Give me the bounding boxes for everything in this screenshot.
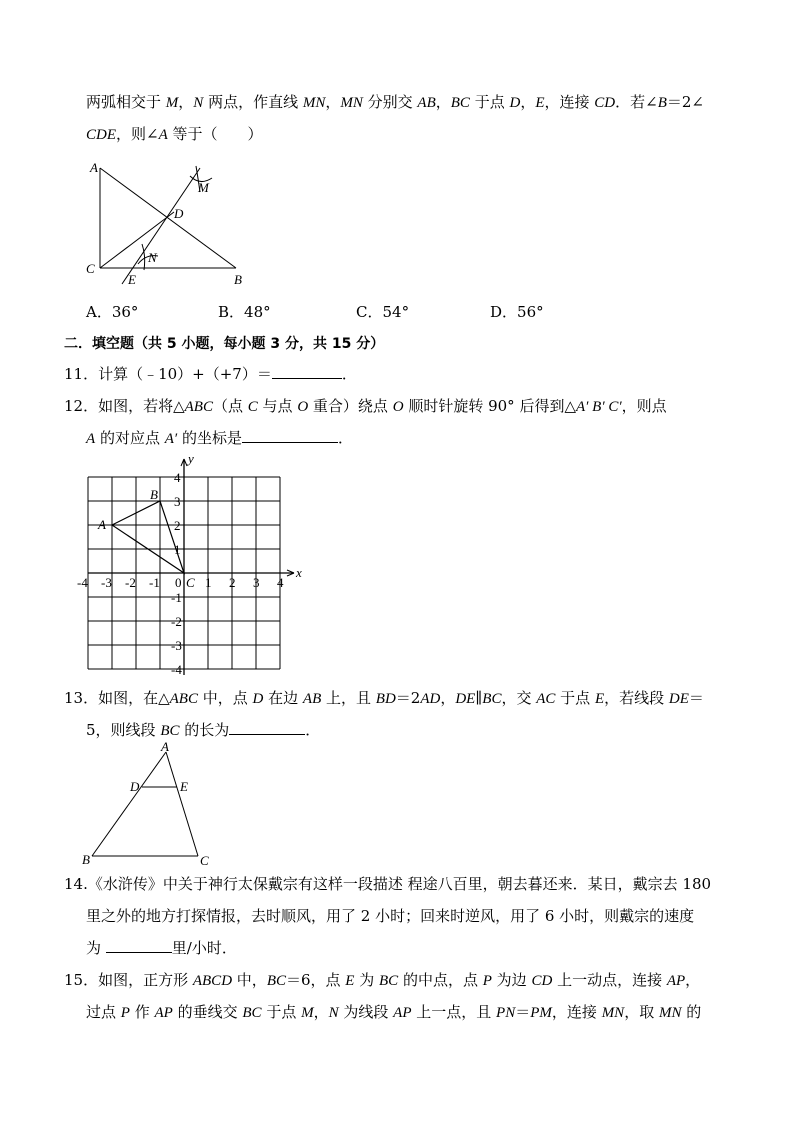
- q13-var: E: [594, 691, 605, 707]
- q15-text: 15．如图，正方形: [64, 971, 193, 989]
- q10-text: 于点: [469, 93, 510, 111]
- q12-text: 12．如图，若将△: [64, 397, 185, 415]
- q10-var: B: [657, 95, 667, 111]
- q13-text: 于点: [555, 689, 595, 707]
- q10-text: ，连接: [544, 93, 595, 111]
- line-mn: [122, 168, 200, 284]
- q13-var: DE: [455, 691, 476, 707]
- q10-text: ＝2∠: [666, 93, 705, 111]
- q12-text: 的对应点: [95, 429, 165, 447]
- y-tick-label: 3: [174, 494, 181, 509]
- q15-text: 的中点，点: [398, 971, 483, 989]
- x-tick-label: 1: [205, 575, 212, 590]
- q10-text: ，: [520, 93, 536, 111]
- q15-var: P: [120, 1005, 130, 1021]
- q15-text: ＝: [515, 1003, 531, 1021]
- label-m: M: [198, 180, 209, 195]
- label-d: D: [174, 206, 184, 221]
- q14-text: 里/小时．: [171, 939, 237, 957]
- x-tick-label: -3: [101, 575, 112, 590]
- q13-answer-blank[interactable]: [229, 720, 305, 735]
- q13-text: ，若线段: [604, 689, 669, 707]
- q15-text: 的垂线交: [172, 1003, 243, 1021]
- q15-text: ，: [313, 1003, 329, 1021]
- x-tick-label: 4: [277, 575, 284, 590]
- y-tick-label: 4: [174, 470, 181, 485]
- q10-var: MN: [340, 95, 363, 111]
- point-a-label: A: [98, 517, 106, 532]
- q10-text: 两点，作直线: [203, 93, 303, 111]
- q15-var: BC: [266, 973, 286, 989]
- q12-text: （点: [212, 397, 248, 415]
- q12-var: A: [86, 431, 96, 447]
- q15-line2: [86, 1002, 701, 1023]
- q15-var: M: [301, 1005, 314, 1021]
- x-tick-label: 3: [253, 575, 260, 590]
- q10-text: ．若∠: [615, 93, 658, 111]
- x-tick-label: 0: [175, 575, 182, 590]
- q13-text: 的长为: [179, 721, 230, 739]
- q10-line1: [86, 92, 704, 113]
- q15-var: BC: [379, 973, 399, 989]
- q12-var: A′: [164, 431, 178, 447]
- q15-var: E: [345, 973, 355, 989]
- y-axis-label: y: [188, 451, 194, 466]
- q13-text: ，: [440, 689, 456, 707]
- y-tick-label: -3: [171, 638, 182, 653]
- q12-var: O: [297, 399, 309, 415]
- q13-var: BC: [160, 723, 180, 739]
- q12-line2: [86, 428, 353, 449]
- q13-text: ．: [305, 721, 321, 739]
- q10-var: D: [509, 95, 521, 111]
- q13-var: AC: [536, 691, 556, 707]
- q10-var: M: [165, 95, 179, 111]
- q15-text: 过点: [86, 1003, 121, 1021]
- q10-text: 等于（ ）: [167, 125, 263, 143]
- q11-text: ．: [341, 365, 357, 383]
- q15-var: MN: [658, 1005, 682, 1021]
- q15-text: 的: [681, 1003, 702, 1021]
- q10-text: 分别交: [362, 93, 418, 111]
- q10-figure: [82, 156, 282, 296]
- y-tick-label: -4: [171, 662, 182, 677]
- q13-var: ABC: [169, 691, 198, 707]
- arc-n2: [142, 244, 145, 270]
- q13-text: 5，则线段: [86, 721, 161, 739]
- q10-var: N: [193, 95, 204, 111]
- q10-var: CD: [594, 95, 616, 111]
- q12-line1: [64, 396, 667, 417]
- x-tick-label: -2: [125, 575, 136, 590]
- q10-option-b: B．48°: [218, 303, 271, 321]
- label-e: E: [128, 272, 136, 287]
- q13-text: 在边: [263, 689, 303, 707]
- q15-text: ，取: [624, 1003, 659, 1021]
- label-a: A: [90, 160, 98, 175]
- x-tick-label: -1: [149, 575, 160, 590]
- q11: [64, 364, 357, 384]
- q12-text: 重合）绕点: [308, 397, 393, 415]
- label-b: B: [234, 272, 242, 287]
- q14-line2: 里之外的地方打探情报，去时顺风，用了 2 小时；回来时逆风，用了 6 小时，则戴宗的速度: [86, 907, 695, 925]
- q13-text: 上，且: [321, 689, 376, 707]
- q15-text: ＝6，点: [285, 971, 346, 989]
- q15-var: CD: [531, 973, 553, 989]
- q12-var: C: [247, 399, 258, 415]
- q13-text: ＝: [688, 689, 704, 707]
- q13-text: 13．如图，在△: [64, 689, 170, 707]
- x-tick-label: 2: [229, 575, 236, 590]
- q15-text: 上一点，且: [411, 1003, 497, 1021]
- q15-text: 作: [129, 1003, 155, 1021]
- q15-var: AP: [666, 973, 686, 989]
- q10-var: CDE: [86, 127, 116, 143]
- q15-text: 为线段: [338, 1003, 394, 1021]
- q15-text: ，连接: [551, 1003, 602, 1021]
- q10-option-a: A．36°: [86, 303, 139, 321]
- q15-text: 于点: [261, 1003, 302, 1021]
- q12-answer-blank[interactable]: [242, 428, 338, 443]
- q13-var: DE: [668, 691, 689, 707]
- x-tick-label: -4: [77, 575, 88, 590]
- q15-line1: [64, 970, 700, 991]
- q15-var: BC: [242, 1005, 262, 1021]
- q13-text: ∥: [475, 689, 483, 707]
- q14-answer-blank[interactable]: [106, 938, 172, 953]
- q15-text: ，: [685, 971, 701, 989]
- q15-text: 为: [354, 971, 380, 989]
- point-b-label: B: [150, 487, 158, 502]
- q15-var: PM: [530, 1005, 552, 1021]
- q13-line2: [86, 720, 320, 741]
- q10-option-c: C．54°: [356, 303, 410, 321]
- q13-var: D: [252, 691, 264, 707]
- y-tick-label: 2: [174, 518, 181, 533]
- q10-text: ，: [178, 93, 194, 111]
- q12-text: 的坐标是: [177, 429, 242, 447]
- q12-var: A′ B′ C′: [575, 399, 622, 415]
- q13-var: BD: [375, 691, 396, 707]
- q15-text: 上一动点，连接: [552, 971, 667, 989]
- q10-var: BC: [450, 95, 470, 111]
- q15-text: 中，: [232, 971, 267, 989]
- q10-text: ，则∠: [116, 125, 159, 143]
- q10-var: A: [158, 127, 168, 143]
- q13-line1: [64, 688, 704, 709]
- q15-var: N: [328, 1005, 339, 1021]
- q10-line2: [86, 124, 263, 145]
- q15-var: PN: [496, 1005, 516, 1021]
- q12-var: ABC: [184, 399, 213, 415]
- label-b: B: [82, 852, 90, 867]
- q13-figure: [80, 740, 230, 870]
- segment-cd: [100, 212, 174, 268]
- y-tick-label: -1: [171, 590, 182, 605]
- x-axis-label: x: [296, 565, 302, 580]
- segment-ac: [166, 752, 198, 856]
- q15-var: ABCD: [192, 973, 233, 989]
- segment-ab: [92, 752, 166, 856]
- q13-text: 中，点: [197, 689, 253, 707]
- q10-var: AB: [417, 95, 436, 111]
- q12-text: 与点: [257, 397, 298, 415]
- label-e: E: [180, 779, 188, 794]
- q12-text: 顺时针旋转 90° 后得到△: [403, 397, 576, 415]
- q14-text: 为: [86, 939, 106, 957]
- section-title: 二．填空题（共 5 小题，每小题 3 分，共 15 分）: [64, 336, 385, 352]
- q12-grid-figure: [77, 451, 318, 677]
- q10-text: 两弧相交于: [86, 93, 166, 111]
- q12-text: ．: [337, 429, 353, 447]
- q10-var: MN: [302, 95, 326, 111]
- label-c: C: [86, 261, 95, 276]
- y-tick-label: 1: [174, 542, 181, 557]
- triangle-abc: [112, 501, 184, 573]
- y-tick-label: -2: [171, 614, 182, 629]
- q15-var: AP: [393, 1005, 412, 1021]
- q14-line1: 14.《水浒传》中关于神行太保戴宗有这样一段描述 程途八百里，朝去暮还来．某日，戴宗去 180: [64, 875, 712, 893]
- label-c: C: [200, 853, 209, 868]
- q10-text: ，: [325, 93, 341, 111]
- q12-text: ，则点: [621, 397, 667, 415]
- point-c-label: C: [186, 575, 195, 590]
- q15-var: P: [482, 973, 492, 989]
- q10-option-d: D．56°: [490, 303, 544, 321]
- q13-var: BC: [482, 691, 502, 707]
- q15-text: 为边: [491, 971, 532, 989]
- q13-text: ＝2: [395, 689, 421, 707]
- q12-var: O: [392, 399, 404, 415]
- q15-var: AP: [154, 1005, 173, 1021]
- q13-var: AD: [420, 691, 441, 707]
- q13-var: AB: [302, 691, 322, 707]
- q15-var: MN: [601, 1005, 625, 1021]
- q11-text: 11．计算（﹣10）+（+7）＝: [64, 365, 272, 383]
- q11-answer-blank[interactable]: [272, 364, 342, 379]
- q13-text: ，交: [501, 689, 537, 707]
- label-a: A: [161, 739, 169, 754]
- q10-text: ，: [435, 93, 451, 111]
- label-n: N: [148, 250, 157, 265]
- q10-var: E: [535, 95, 545, 111]
- q14-line3: [86, 938, 237, 958]
- label-d: D: [130, 779, 140, 794]
